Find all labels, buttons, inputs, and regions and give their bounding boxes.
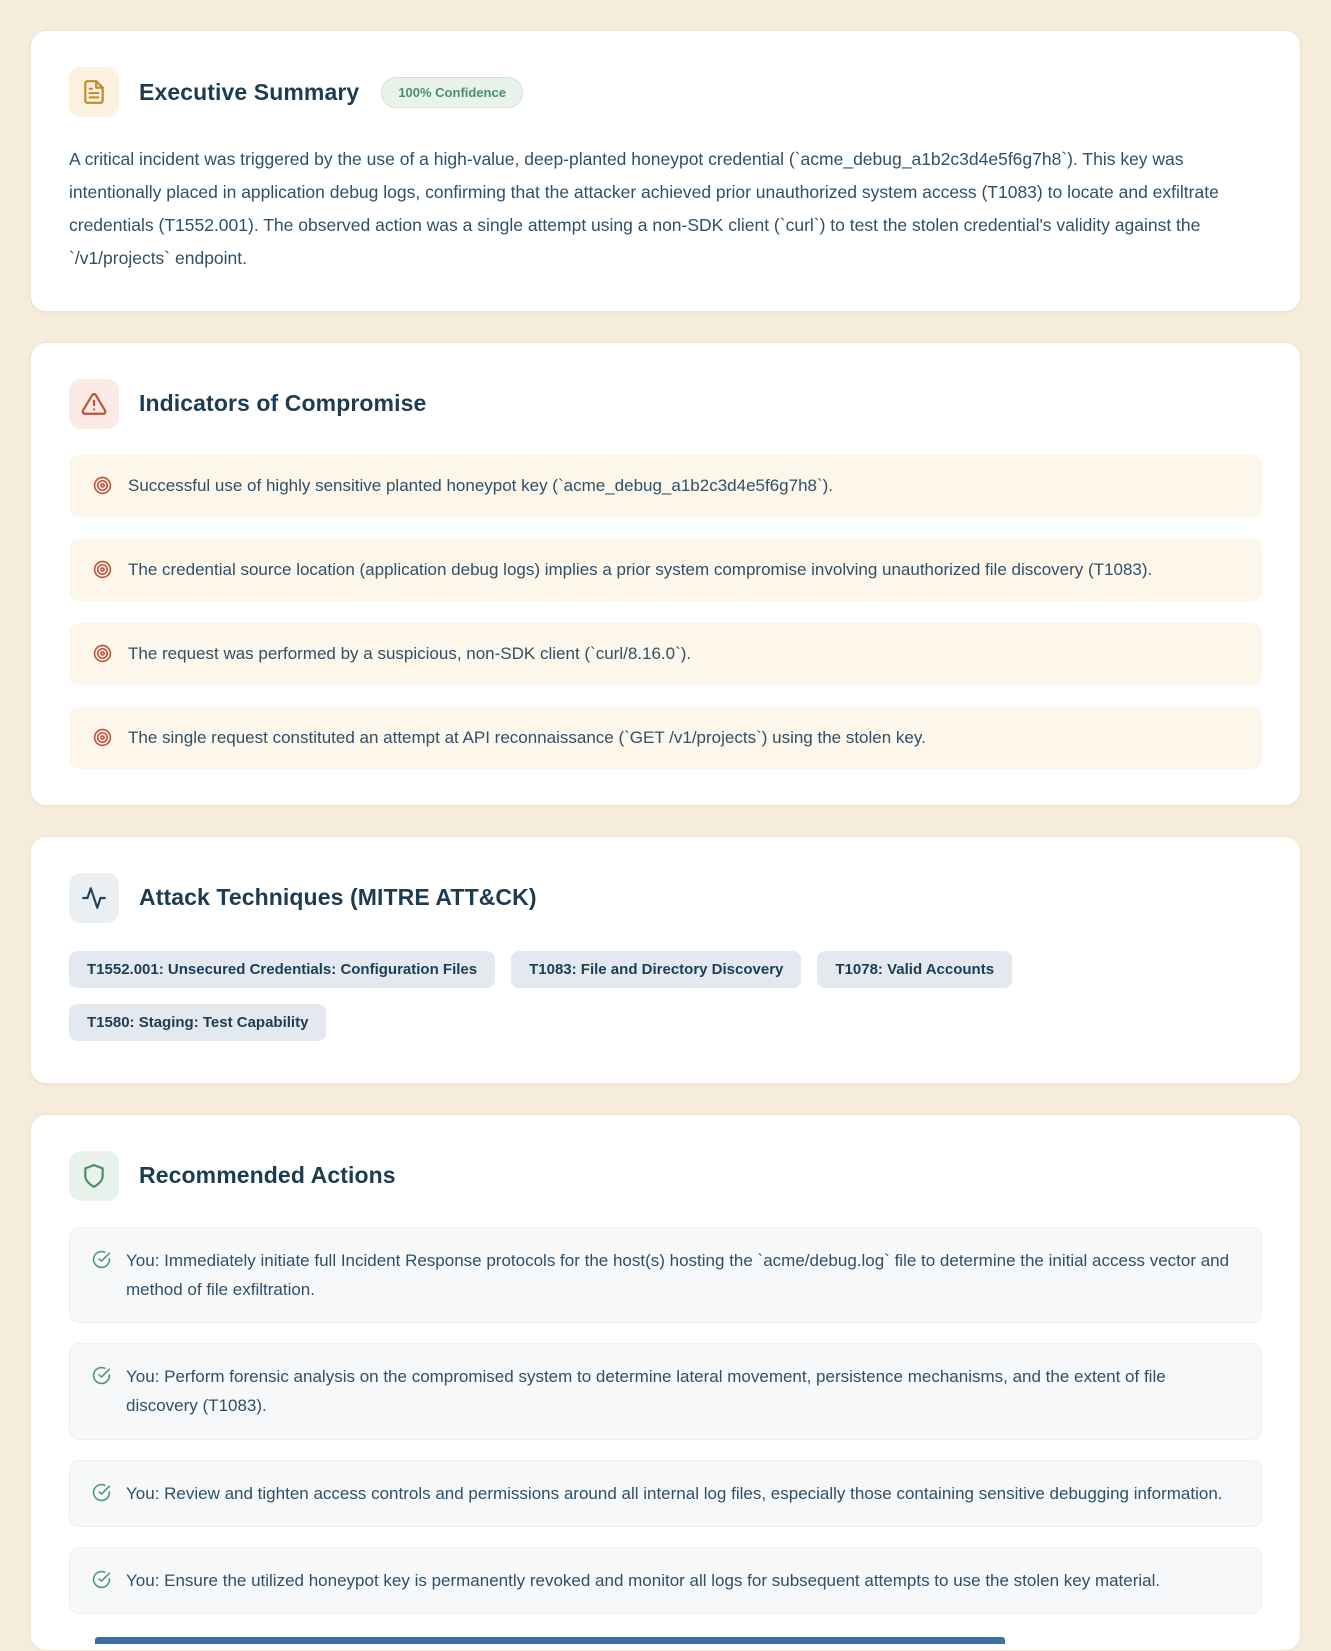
target-icon — [93, 728, 112, 747]
executive-summary-card — [30, 30, 1301, 312]
check-circle-icon — [92, 1250, 111, 1269]
check-circle-icon — [92, 1483, 111, 1502]
action-item — [69, 1343, 1262, 1439]
technique-tag: T1552.001: Unsecured Credentials: Configuration Files — [69, 951, 495, 988]
ioc-item — [69, 623, 1262, 685]
recommended-actions-title: Recommended Actions — [139, 1162, 396, 1189]
action-item-text: You: Review and tighten access controls and permissions around all internal log files, especially those containing sensitive debugging information. — [126, 1483, 1223, 1503]
partial-bottom-element — [95, 1637, 1005, 1644]
confidence-badge: 100% Confidence — [381, 77, 523, 108]
activity-icon — [69, 873, 119, 923]
target-icon — [93, 644, 112, 663]
alert-triangle-icon — [69, 379, 119, 429]
technique-tag: T1078: Valid Accounts — [817, 951, 1012, 988]
ioc-item — [69, 539, 1262, 601]
action-item — [69, 1460, 1262, 1527]
indicators-title: Indicators of Compromise — [139, 390, 427, 417]
action-item-text: You: Ensure the utilized honeypot key is permanently revoked and monitor all logs for subsequent attempts to use the stolen key material. — [126, 1570, 1161, 1590]
ioc-item-text: The single request constituted an attempt at API reconnaissance (`GET /v1/projects`) using the stolen key. — [128, 727, 926, 747]
ioc-item — [69, 455, 1262, 517]
attack-techniques-title: Attack Techniques (MITRE ATT&CK) — [139, 884, 537, 911]
check-circle-icon — [92, 1570, 111, 1589]
target-icon — [93, 476, 112, 495]
ioc-item-text: Successful use of highly sensitive planted honeypot key (`acme_debug_a1b2c3d4e5f6g7h8`). — [128, 475, 834, 495]
ioc-item-text: The request was performed by a suspicious, non-SDK client (`curl/8.16.0`). — [128, 643, 692, 663]
indicators-header — [69, 379, 1262, 429]
action-item — [69, 1547, 1262, 1614]
action-item-text: You: Perform forensic analysis on the compromised system to determine lateral movement, persistence mechanisms, and the extent of file discovery (T1083). — [126, 1367, 1166, 1416]
technique-tag: T1083: File and Directory Discovery — [511, 951, 801, 988]
technique-tag-list — [69, 949, 1262, 1041]
action-item-text: You: Immediately initiate full Incident Response protocols for the host(s) hosting the `acme/debug.log` file to determine the initial access vector and method of file exfiltration. — [126, 1250, 1230, 1299]
technique-tag: T1580: Staging: Test Capability — [69, 1004, 326, 1041]
file-text-icon — [69, 67, 119, 117]
target-icon — [93, 560, 112, 579]
action-item — [69, 1227, 1262, 1323]
ioc-item-text: The credential source location (application debug logs) implies a prior system compromise involving unauthorized file discovery (T1083). — [128, 559, 1153, 579]
executive-summary-body: A critical incident was triggered by the use of a high-value, deep-planted honeypot credential (`acme_debug_a1b2c3d4e5f6g7h8`). This key was intentionally placed in application debug logs, confirming that the attacker achieved prior unauthorized system access (T1083) to locate and exfiltrate credentials (T1552.001). The observed action was a single attempt using a non-SDK client (`curl`) to test the stolen credential's validity against the `/v1/projects` endpoint. — [69, 149, 1219, 268]
attack-techniques-card — [30, 836, 1301, 1084]
ioc-item — [69, 707, 1262, 769]
recommended-actions-header — [69, 1151, 1262, 1201]
indicators-of-compromise-card — [30, 342, 1301, 806]
shield-icon — [69, 1151, 119, 1201]
executive-summary-header — [69, 67, 1262, 117]
recommended-actions-card — [30, 1114, 1301, 1651]
check-circle-icon — [92, 1366, 111, 1385]
attack-techniques-header — [69, 873, 1262, 923]
executive-summary-title: Executive Summary — [139, 78, 360, 105]
